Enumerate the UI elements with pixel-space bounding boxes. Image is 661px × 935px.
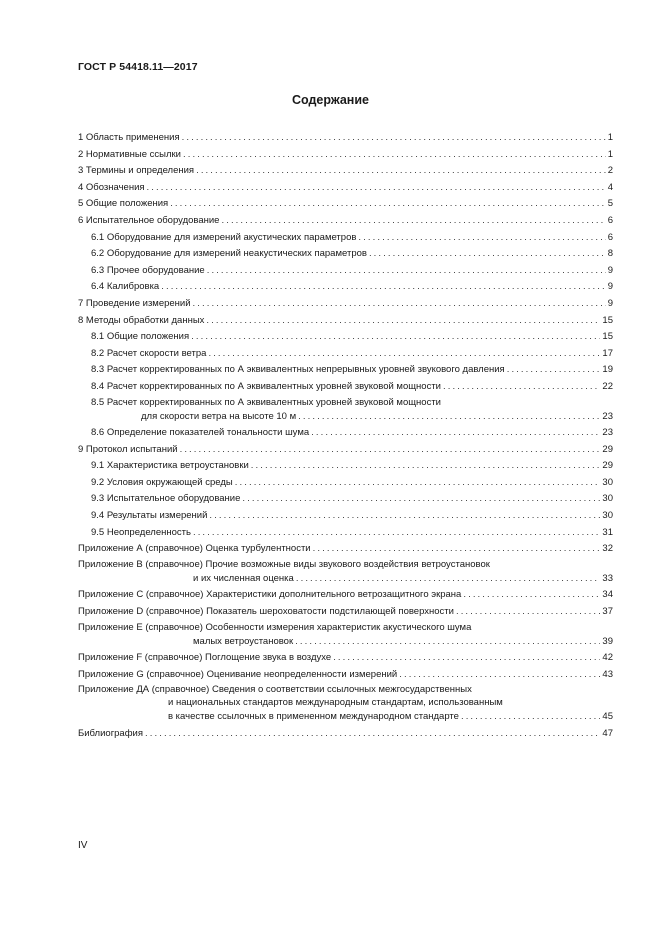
- toc-subentry[interactable]: [78, 396, 613, 426]
- toc-entry-label: 6 Испытательное оборудование: [78, 214, 220, 226]
- page-title: Содержание: [291, 93, 369, 107]
- toc-appendix[interactable]: [78, 667, 613, 684]
- toc-appendix[interactable]: [78, 558, 613, 588]
- toc-leader-dots: [358, 230, 605, 247]
- toc-page-number: 47: [602, 728, 613, 739]
- toc-page-number: 30: [602, 510, 613, 522]
- toc-entry-label: 9.4 Результаты измерений: [91, 510, 208, 522]
- toc-entry-label: Приложение G (справочное) Оценивание неопределенности измерений: [78, 668, 398, 680]
- toc-entry-label: Приложение F (справочное) Поглощение звука в воздухе: [78, 652, 332, 664]
- toc-entry-label-cont: для скорости ветра на высоте 10 м: [141, 410, 297, 422]
- toc-appendix[interactable]: [78, 683, 613, 726]
- toc-leader-dots: [251, 458, 601, 475]
- toc-page-number: 2: [607, 165, 613, 177]
- toc-entry-label: 4 Обозначения: [78, 181, 145, 193]
- toc-leader-dots: [161, 279, 605, 296]
- toc-entry-label: 8.4 Расчет корректированных по А эквивалентных уровней звуковой мощности: [91, 380, 441, 392]
- toc-entry[interactable]: [78, 147, 613, 164]
- toc-leader-dots: [456, 604, 600, 621]
- toc-leader-dots: [443, 379, 600, 396]
- toc-entry-label: 8.5 Расчет корректированных по А эквивалентных уровней звуковой мощности: [91, 396, 441, 408]
- toc-entry-label: 8.2 Расчет скорости ветра: [91, 347, 207, 359]
- toc-page-number: 5: [607, 198, 613, 210]
- toc-entry-label: 1 Область применения: [78, 132, 180, 143]
- toc-leader-dots: [313, 541, 601, 558]
- toc-leader-dots: [182, 130, 606, 147]
- toc-page-number: 19: [602, 364, 613, 376]
- toc-subentry[interactable]: [78, 263, 613, 280]
- toc-leader-dots: [311, 425, 600, 442]
- toc-subentry[interactable]: [78, 491, 613, 508]
- toc-entry-label: Приложение А (справочное) Оценка турбулентности: [78, 543, 311, 555]
- toc-leader-dots: [461, 709, 600, 726]
- toc-entry-label: 9.3 Испытательное оборудование: [91, 493, 241, 505]
- toc-page-number: 45: [602, 711, 613, 723]
- toc-page-number: 9: [607, 297, 613, 309]
- toc-subentry[interactable]: [78, 475, 613, 492]
- toc-entry-label-cont: и их численная оценка: [193, 572, 294, 584]
- toc-page-number: 1: [607, 148, 613, 160]
- toc-page-number: 29: [602, 443, 613, 455]
- toc-entry-label: 6.4 Калибровка: [91, 281, 160, 293]
- toc-entry-label: Приложение С (справочное) Характеристики дополнительного ветрозащитного экрана: [78, 589, 462, 601]
- toc-page-number: 6: [607, 214, 613, 226]
- toc-entry[interactable]: [78, 313, 613, 330]
- toc-appendix[interactable]: [78, 621, 613, 651]
- toc-subentry[interactable]: [78, 458, 613, 475]
- toc-leader-dots: [196, 163, 606, 180]
- toc-subentry[interactable]: [78, 379, 613, 396]
- toc-appendix[interactable]: [78, 541, 613, 558]
- toc-subentry[interactable]: [78, 346, 613, 363]
- toc-page-number: 42: [602, 652, 613, 664]
- toc-entry[interactable]: [78, 130, 613, 147]
- toc-entry-label: 8 Методы обработки данных: [78, 314, 205, 326]
- toc-page-number: 23: [602, 427, 613, 439]
- toc-page-number: 33: [602, 572, 613, 584]
- toc-subentry[interactable]: [78, 508, 613, 525]
- toc-entry-label-cont: в качестве ссылочных в примененном международном стандарте: [168, 711, 459, 723]
- toc-entry-label: 5 Общие положения: [78, 198, 169, 210]
- toc-leader-dots: [333, 650, 600, 667]
- toc-entry[interactable]: [78, 196, 613, 213]
- toc-leader-dots: [221, 213, 605, 230]
- toc-leader-dots: [147, 180, 606, 197]
- toc-entry-label-cont: малых ветроустановок: [193, 635, 294, 647]
- toc-entry-label: Библиография: [78, 728, 143, 739]
- toc-entry-label: 8.1 Общие положения: [91, 331, 190, 343]
- toc-leader-dots: [170, 196, 606, 213]
- toc-page-number: 43: [602, 668, 613, 680]
- toc-subentry[interactable]: [78, 362, 613, 379]
- toc-leader-dots: [209, 508, 600, 525]
- toc-entry[interactable]: [78, 180, 613, 197]
- toc-leader-dots: [206, 313, 600, 330]
- toc-leader-dots: [191, 329, 600, 346]
- toc-entry-label: 6.2 Оборудование для измерений неакустических параметров: [91, 248, 367, 260]
- toc-leader-dots: [295, 634, 600, 651]
- toc-appendix[interactable]: [78, 604, 613, 621]
- toc-subentry[interactable]: [78, 329, 613, 346]
- table-of-contents: [78, 130, 613, 743]
- toc-page-number: 22: [602, 380, 613, 392]
- toc-page-number: 29: [602, 460, 613, 472]
- toc-entry-label: 9.5 Неопределенность: [91, 526, 191, 538]
- toc-entry-label: Приложение ДА (справочное) Сведения о соответствии ссылочных межгосударственных: [78, 684, 472, 696]
- toc-subentry[interactable]: [78, 246, 613, 263]
- toc-page-number: 15: [602, 331, 613, 343]
- toc-leader-dots: [298, 409, 600, 426]
- toc-leader-dots: [463, 587, 600, 604]
- toc-leader-dots: [399, 667, 600, 684]
- toc-page-number: 37: [602, 606, 613, 618]
- toc-leader-dots: [183, 147, 606, 164]
- toc-subentry[interactable]: [78, 279, 613, 296]
- toc-leader-dots: [369, 246, 606, 263]
- toc-entry[interactable]: [78, 442, 613, 459]
- toc-appendix[interactable]: [78, 650, 613, 667]
- toc-entry-label: 6.3 Прочее оборудование: [91, 264, 205, 276]
- toc-subentry[interactable]: [78, 525, 613, 542]
- toc-entry-label: 8.3 Расчет корректированных по А эквивалентных непрерывных уровней звукового давления: [91, 364, 505, 376]
- toc-page-number: 31: [602, 526, 613, 538]
- toc-entry-label: 2 Нормативные ссылки: [78, 148, 181, 160]
- toc-page-number: 6: [607, 231, 613, 243]
- toc-entry-label: 6.1 Оборудование для измерений акустических параметров: [91, 231, 357, 243]
- toc-leader-dots: [235, 475, 601, 492]
- toc-entry-label: 8.6 Определение показателей тональности шума: [91, 427, 310, 439]
- toc-leader-dots: [296, 571, 601, 588]
- toc-leader-dots: [207, 263, 606, 280]
- toc-entry-label: 9.1 Характеристика ветроустановки: [91, 460, 249, 472]
- toc-leader-dots: [145, 726, 600, 743]
- toc-appendix[interactable]: [78, 587, 613, 604]
- toc-page-number: 30: [602, 476, 613, 488]
- toc-entry[interactable]: [78, 726, 613, 743]
- toc-entry[interactable]: [78, 163, 613, 180]
- toc-page-number: 39: [602, 635, 613, 647]
- toc-page-number: 8: [607, 248, 613, 260]
- toc-entry[interactable]: [78, 296, 613, 313]
- toc-leader-dots: [208, 346, 600, 363]
- toc-page-number: 4: [607, 181, 613, 193]
- toc-page-number: 15: [602, 314, 613, 326]
- toc-entry-label: Приложение Е (справочное) Особенности измерения характеристик акустического шума: [78, 621, 472, 633]
- toc-page-number: 1: [607, 132, 613, 143]
- toc-leader-dots: [180, 442, 601, 459]
- page-number-footer: IV: [78, 840, 88, 851]
- toc-entry[interactable]: [78, 213, 613, 230]
- toc-leader-dots: [193, 296, 606, 313]
- toc-entry-label: 3 Термины и определения: [78, 165, 195, 177]
- toc-entry-label: 7 Проведение измерений: [78, 297, 191, 309]
- toc-page-number: 30: [602, 493, 613, 505]
- toc-leader-dots: [242, 491, 600, 508]
- toc-page-number: 9: [607, 264, 613, 276]
- toc-leader-dots: [193, 525, 600, 542]
- toc-page-number: 32: [602, 543, 613, 555]
- toc-page-number: 9: [607, 281, 613, 293]
- toc-page-number: 23: [602, 410, 613, 422]
- toc-entry-label: Приложение D (справочное) Показатель шероховатости подстилающей поверхности: [78, 606, 454, 618]
- toc-entry-label: 9 Протокол испытаний: [78, 443, 178, 455]
- toc-subentry[interactable]: [78, 425, 613, 442]
- toc-entry-label: Приложение В (справочное) Прочие возможные виды звукового воздействия ветроустановок: [78, 558, 490, 570]
- toc-leader-dots: [507, 362, 601, 379]
- toc-entry-label-cont: и национальных стандартов международным стандартам, использованным: [168, 697, 503, 709]
- toc-entry-label: 9.2 Условия окружающей среды: [91, 476, 233, 488]
- toc-page-number: 34: [602, 589, 613, 601]
- toc-page-number: 17: [602, 347, 613, 359]
- toc-subentry[interactable]: [78, 230, 613, 247]
- document-header: ГОСТ Р 54418.11—2017: [78, 61, 198, 73]
